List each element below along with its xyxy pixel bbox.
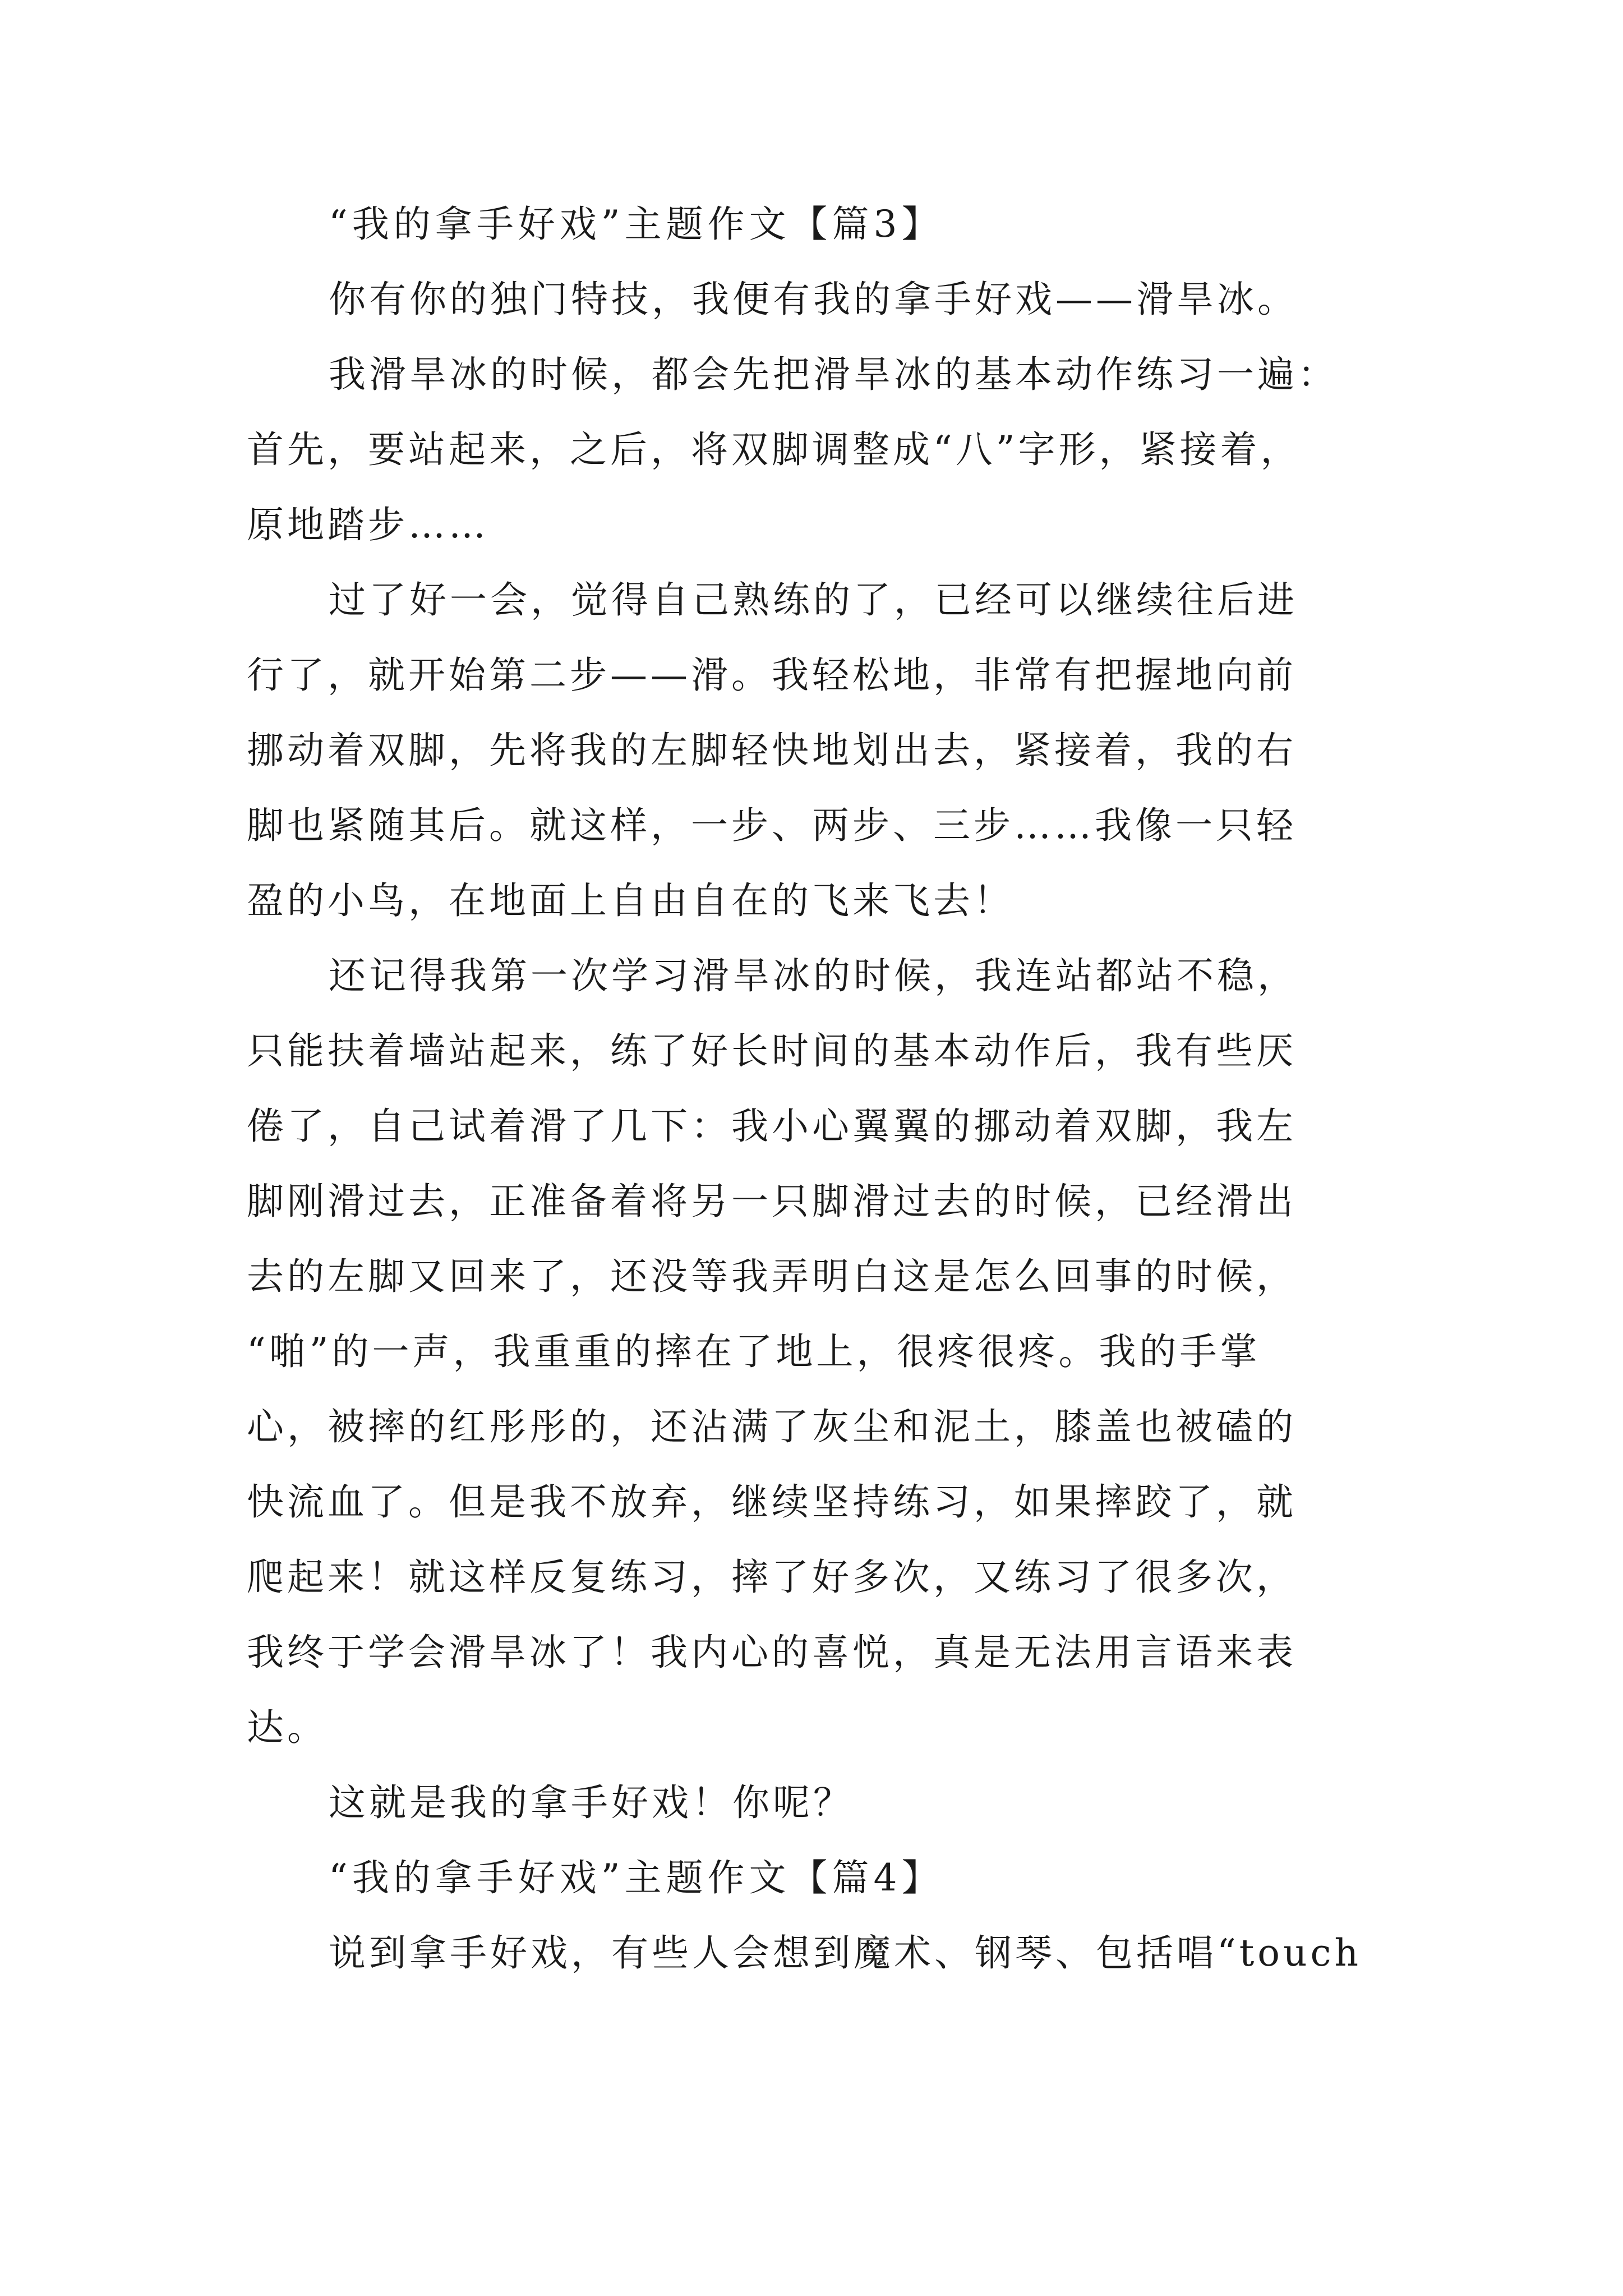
section-heading-3: [247, 187, 1402, 262]
paragraph-line: 脚刚滑过去，正准备着将另一只脚滑过去的时候，已经滑出: [247, 1180, 1297, 1223]
paragraph-line: 只能扶着墙站起来，练了好长时间的基本动作后，我有些厌: [247, 1029, 1297, 1073]
paragraph-5: [247, 1765, 1402, 1841]
paragraph-line: 倦了，自己试着滑了几下：我小心翼翼的挪动着双脚，我左: [247, 1105, 1297, 1148]
paragraph-line: 说到拿手好戏，有些人会想到魔术、钢琴、包括唱“touch: [329, 1931, 1362, 1975]
paragraph-line: 原地踏步……: [247, 503, 489, 546]
paragraph-2: [247, 337, 1402, 563]
paragraph-line: 你有你的独门特技，我便有我的拿手好戏——滑旱冰。: [329, 278, 1298, 321]
paragraph-line: 脚也紧随其后。就这样，一步、两步、三步……我像一只轻: [247, 804, 1297, 847]
paragraph-line: 盈的小鸟，在地面上自由自在的飞来飞去！: [247, 879, 1014, 922]
paragraph-6: [247, 1916, 1402, 1991]
paragraph-line: 心，被摔的红彤彤的，还沾满了灰尘和泥土，膝盖也被磕的: [247, 1405, 1297, 1448]
paragraph-line: 过了好一会，觉得自己熟练的了，已经可以继续往后进: [329, 578, 1298, 622]
paragraph-line: 挪动着双脚，先将我的左脚轻快地划出去，紧接着，我的右: [247, 729, 1297, 772]
paragraph-line: 行了，就开始第二步——滑。我轻松地，非常有把握地向前: [247, 654, 1297, 697]
paragraph-line: 达。: [247, 1706, 328, 1749]
paragraph-line: 还记得我第一次学习滑旱冰的时候，我连站都站不稳，: [329, 954, 1298, 997]
paragraph-line: 爬起来！就这样反复练习，摔了好多次，又练习了很多次，: [247, 1556, 1297, 1599]
document-body: [247, 187, 1402, 1991]
heading-text: “我的拿手好戏”主题作文【篇3】: [329, 203, 943, 246]
paragraph-3: [247, 563, 1402, 938]
paragraph-4: [247, 938, 1402, 1765]
paragraph-1: [247, 262, 1402, 337]
paragraph-line: 首先，要站起来，之后，将双脚调整成“八”字形，紧接着，: [247, 428, 1301, 471]
paragraph-line: 这就是我的拿手好戏！你呢？: [329, 1781, 854, 1824]
paragraph-line: “啪”的一声，我重重的摔在了地上，很疼很疼。我的手掌: [247, 1330, 1261, 1373]
heading-text: “我的拿手好戏”主题作文【篇4】: [329, 1856, 943, 1899]
paragraph-line: 去的左脚又回来了，还没等我弄明白这是怎么回事的时候，: [247, 1255, 1297, 1298]
section-heading-4: [247, 1841, 1402, 1916]
paragraph-line: 我滑旱冰的时候，都会先把滑旱冰的基本动作练习一遍：: [329, 353, 1338, 396]
paragraph-line: 快流血了。但是我不放弃，继续坚持练习，如果摔跤了，就: [247, 1480, 1297, 1524]
paragraph-line: 我终于学会滑旱冰了！我内心的喜悦，真是无法用言语来表: [247, 1631, 1297, 1674]
